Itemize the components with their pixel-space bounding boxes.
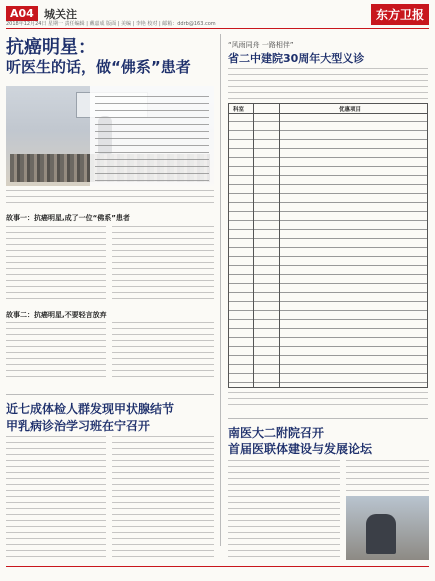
column-divider [220,34,221,546]
left-subhead-1: 故事一：抗癌明星,成了一位“佛系”患者 [6,214,130,222]
table-rows [229,113,427,387]
left-intro-text [6,190,214,208]
lower-left-text-col1 [6,436,106,560]
forum-speaker [366,514,396,554]
lower-left-headline-line1: 近七成体检人群发现甲状腺结节 [6,402,175,416]
right-headline: 省二中建院30周年大型义诊 [228,52,365,65]
lower-left-text-col2 [112,436,214,560]
left-headline [6,38,214,77]
lower-right-text-col1 [228,460,340,560]
forum-photo [346,496,429,560]
left-story1-text-col1 [6,226,106,304]
lower-right-text-col2 [346,460,429,492]
right-contact-text [228,392,428,410]
right-kicker: “风雨同舟 一路相伴” [228,41,294,49]
header-meta: 2018年12月24日 星期一 责任编辑 | 戴嘉成 版面 | 美编 | 李艳 校对 | 邮箱：ddrb@163.com [6,21,216,27]
clinic-schedule-table [228,103,428,388]
lower-right-headline-line1: 南医大二附院召开 [228,426,325,440]
page-number: A04 [6,6,38,21]
caption-text-lines [95,92,209,182]
photo-caption-box [90,86,214,186]
footer-rule [6,566,429,567]
header-rule [6,28,429,29]
right-intro-text [228,68,428,100]
right-section-rule [228,418,428,419]
table-header-col1: 科室 [233,107,245,113]
left-headline-line2: 听医生的话，做“佛系”患者 [6,58,191,76]
table-col-divider-1 [253,104,254,387]
left-story2-text-col1 [6,322,106,380]
section-rule [6,394,214,395]
left-story1-text-col2 [112,226,214,304]
left-story2-text-col2 [112,322,214,380]
left-headline-line1: 抗癌明星： [6,37,96,58]
left-subhead-2: 故事二：抗癌明星,不要轻言放弃 [6,311,107,319]
lower-left-headline-line2: 甲乳病诊治学习班在宁召开 [6,419,151,433]
lower-right-headline-line2: 首届医联体建设与发展论坛 [228,442,373,456]
table-header-col2: 优惠项目 [339,107,362,113]
table-col-divider-2 [279,104,280,387]
page-header [0,0,435,30]
newspaper-logo: 东方卫报 [371,4,429,25]
section-label: 城关注 [44,8,77,21]
